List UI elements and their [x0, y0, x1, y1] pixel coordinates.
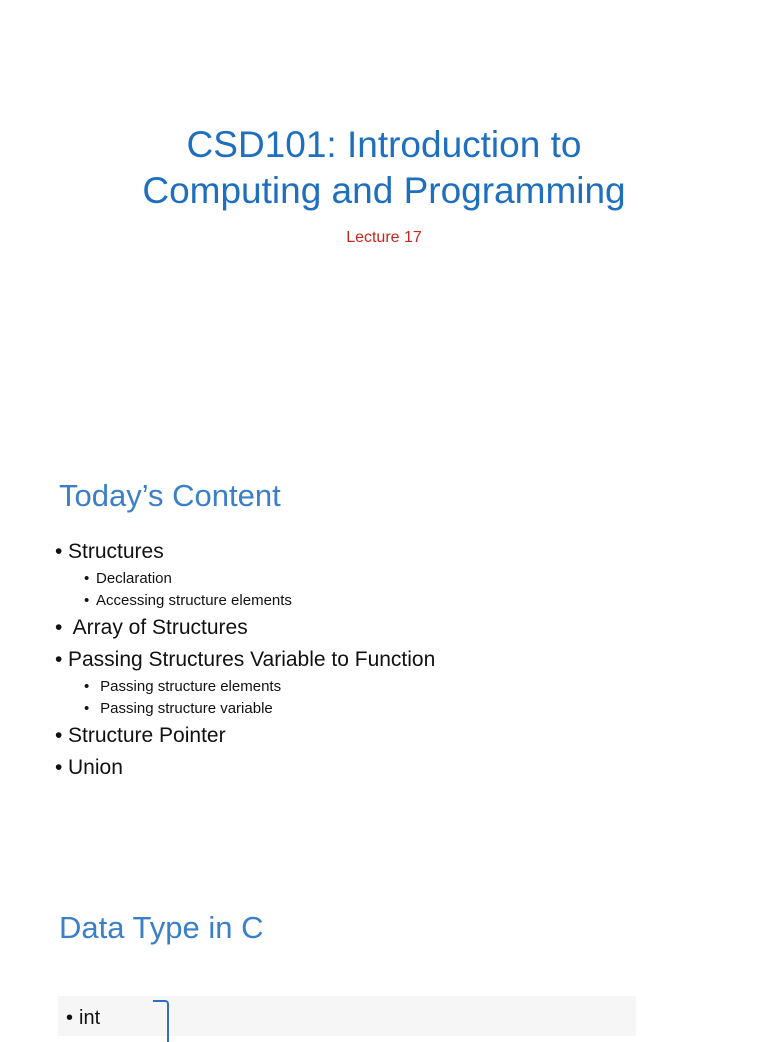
list-item-text: Accessing structure elements [96, 592, 292, 609]
slide-title [0, 122, 768, 214]
bullet-icon: • [84, 570, 90, 587]
bullet-icon: • [55, 756, 63, 779]
list-item-text: Passing structure elements [96, 678, 282, 695]
lecture-subtitle: Lecture 17 [346, 229, 422, 246]
contents-list [55, 536, 435, 784]
list-item-text: Passing Structures Variable to Function [68, 648, 436, 671]
data-types-slide [0, 864, 768, 1029]
list-item [55, 568, 435, 590]
list-item [55, 720, 435, 752]
list-item-text: Structures [68, 540, 164, 563]
bullet-icon: • [55, 616, 63, 639]
list-item-text: Declaration [96, 570, 172, 587]
list-item [55, 590, 435, 612]
contents-slide [0, 432, 768, 864]
list-item [55, 612, 435, 644]
list-item [55, 644, 435, 676]
slide-title-line-2: Computing and Programming [142, 170, 626, 211]
bullet-icon: • [66, 1007, 74, 1029]
slide-title-line-1: CSD101: Introduction to [186, 124, 582, 165]
list-item [66, 1004, 100, 1032]
list-item-text: Passing structure variable [96, 700, 273, 717]
list-item [55, 752, 435, 784]
list-item-text: Union [68, 756, 123, 779]
list-item-text: Array of Structures [68, 616, 248, 639]
bullet-icon: • [55, 648, 63, 671]
bullet-icon: • [55, 724, 63, 747]
bullet-icon: • [84, 700, 90, 717]
list-item-text: int [79, 1007, 101, 1029]
bullet-icon: • [84, 678, 90, 695]
list-item [55, 698, 435, 720]
bullet-icon: • [55, 540, 63, 563]
data-types-box [58, 996, 636, 1036]
brace-icon [153, 1000, 169, 1042]
contents-heading: Today’s Content [59, 478, 281, 513]
bullet-icon: • [84, 592, 90, 609]
list-item [55, 536, 435, 568]
list-item-text: Structure Pointer [68, 724, 226, 747]
title-slide [0, 0, 768, 432]
list-item [55, 676, 435, 698]
data-types-heading: Data Type in C [59, 910, 264, 945]
